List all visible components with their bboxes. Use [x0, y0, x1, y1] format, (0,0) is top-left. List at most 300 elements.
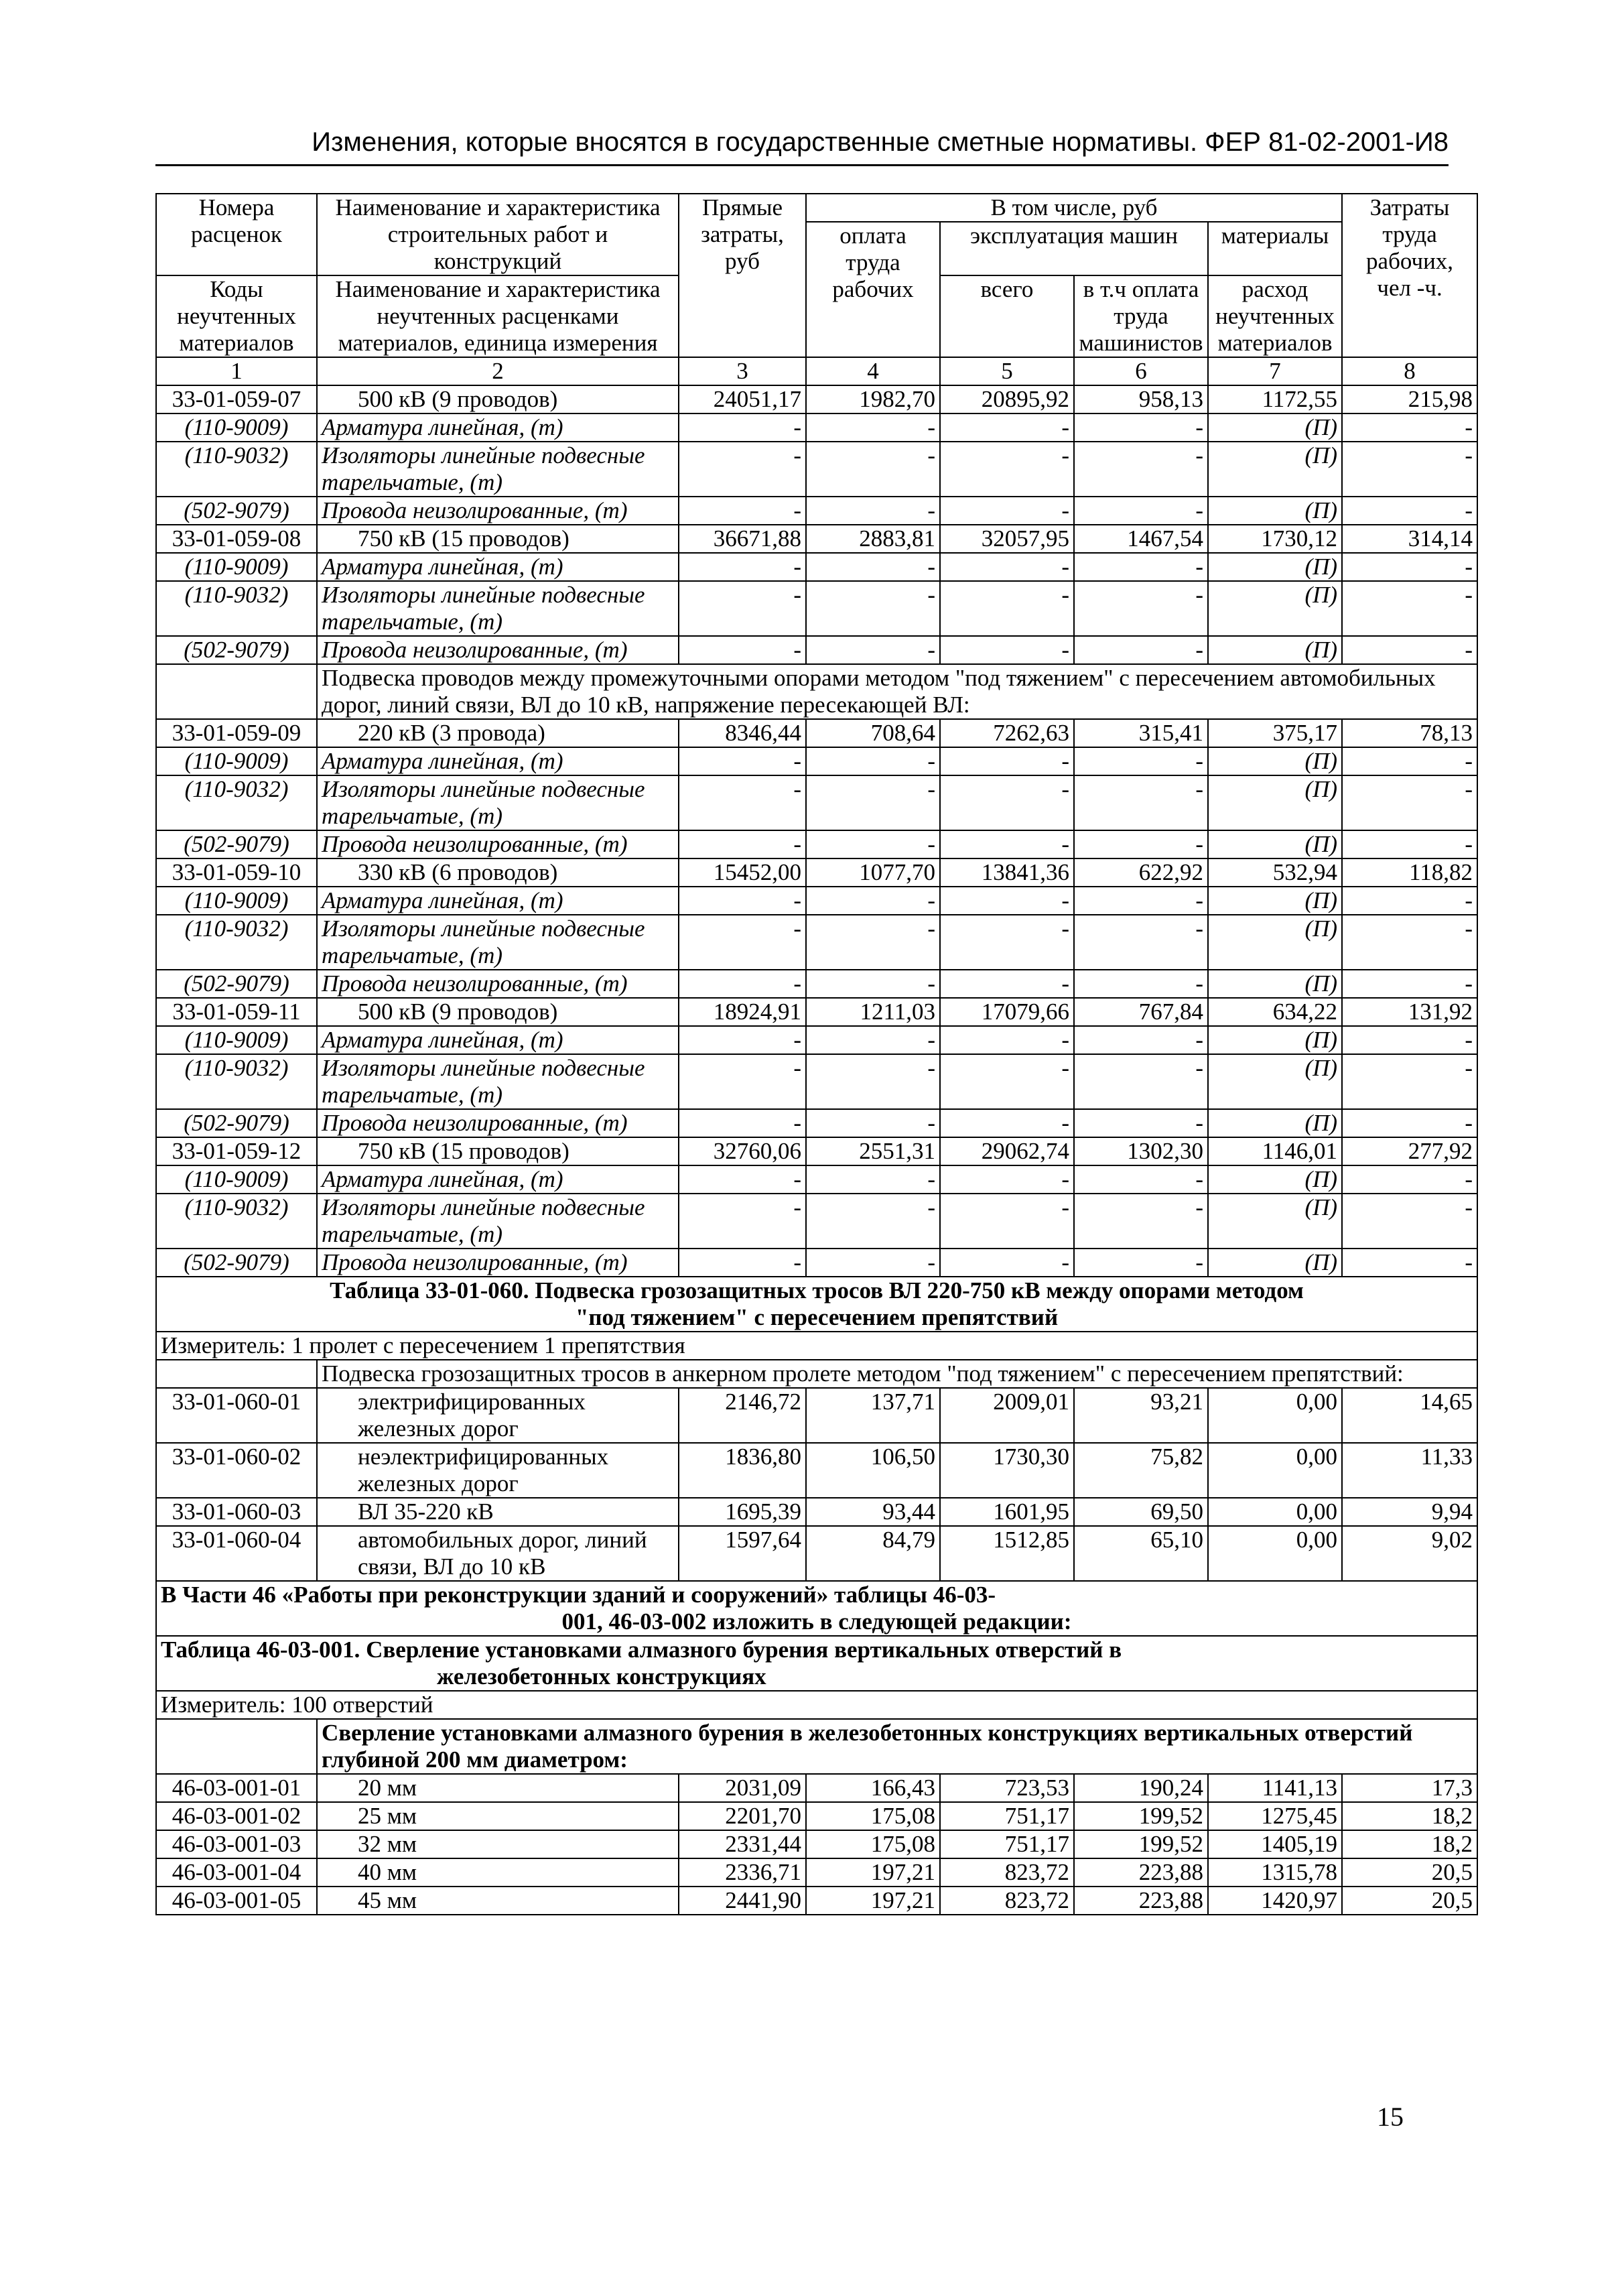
rate-code: (110-9032): [156, 1194, 317, 1249]
hdr-material-names: Наименование и характеристика неучтенных расценками материалов, единица измерения: [317, 275, 679, 357]
item-name-line: Арматура линейная, (т): [322, 1027, 563, 1053]
item-name-line: Провода неизолированные, (т): [322, 637, 628, 663]
table-body: [156, 194, 1477, 1915]
section-caption-text: Сверление установками алмазного бурения в железобетонных конструкциях вертикальных отверстий: [322, 1720, 1413, 1746]
value-cell: 175,08: [806, 1802, 940, 1830]
item-name-line: тарельчатые, (т): [322, 469, 503, 495]
value-cell: 0,00: [1208, 1388, 1342, 1443]
table-060-title-cell: [156, 1277, 1477, 1332]
value-cell: -: [1342, 1109, 1477, 1137]
hdr-rate-number: Номера расценок: [156, 194, 317, 275]
value-cell: -: [679, 970, 806, 998]
material-row: [156, 1165, 1477, 1194]
value-cell: 11,33: [1342, 1443, 1477, 1498]
value-cell: 197,21: [806, 1858, 940, 1887]
value-cell: -: [940, 497, 1074, 525]
table-46-title: [156, 1636, 1477, 1691]
value-cell: 223,88: [1074, 1858, 1208, 1887]
value-cell: -: [679, 830, 806, 858]
item-name: [317, 525, 679, 553]
value-cell: (П): [1208, 970, 1342, 998]
value-cell: -: [679, 915, 806, 970]
rate-code: (110-9009): [156, 413, 317, 442]
value-cell: 622,92: [1074, 858, 1208, 887]
rate-row: [156, 385, 1477, 413]
value-cell: -: [679, 887, 806, 915]
rate-code: (110-9009): [156, 1026, 317, 1054]
item-name-line: автомобильных дорог, линий: [358, 1527, 647, 1553]
value-cell: 20895,92: [940, 385, 1074, 413]
value-cell: 2336,71: [679, 1858, 806, 1887]
value-cell: -: [940, 553, 1074, 581]
value-cell: 166,43: [806, 1774, 940, 1802]
col-num: 2: [317, 357, 679, 385]
item-name-line: Изоляторы линейные подвесные: [322, 915, 645, 942]
value-cell: 32760,06: [679, 1137, 806, 1165]
value-cell: 18,2: [1342, 1802, 1477, 1830]
item-name-line: Провода неизолированные, (т): [322, 831, 628, 857]
value-cell: -: [806, 442, 940, 497]
value-cell: 137,71: [806, 1388, 940, 1443]
value-cell: 2201,70: [679, 1802, 806, 1830]
col-num: 1: [156, 357, 317, 385]
rate-row: [156, 1830, 1477, 1858]
value-cell: -: [1342, 442, 1477, 497]
value-cell: -: [1342, 887, 1477, 915]
rate-code: (502-9079): [156, 636, 317, 664]
item-name: [317, 1774, 679, 1802]
value-cell: -: [1074, 636, 1208, 664]
section-caption-text: глубиной 200 мм диаметром:: [322, 1746, 628, 1773]
material-row: [156, 636, 1477, 664]
rate-code: (110-9032): [156, 581, 317, 636]
value-cell: -: [940, 413, 1074, 442]
hdr-machines-total: всего: [940, 275, 1074, 357]
rate-code: (110-9032): [156, 1054, 317, 1109]
value-cell: 823,72: [940, 1858, 1074, 1887]
value-cell: -: [1074, 1109, 1208, 1137]
value-cell: -: [1074, 1194, 1208, 1249]
item-name: [317, 1109, 679, 1137]
table-46-measure: [156, 1691, 1477, 1719]
item-name-line: 45 мм: [358, 1887, 417, 1913]
value-cell: 18924,91: [679, 998, 806, 1026]
item-name: [317, 553, 679, 581]
hdr-materials-use: расход неучтенных материалов: [1208, 275, 1342, 357]
value-cell: 93,21: [1074, 1388, 1208, 1443]
hdr-work-name: Наименование и характеристика строительных работ и конструкций: [317, 194, 679, 275]
value-cell: (П): [1208, 636, 1342, 664]
table-060-measure-cell: [156, 1332, 1477, 1360]
value-cell: 15452,00: [679, 858, 806, 887]
item-name: [317, 998, 679, 1026]
item-name-line: тарельчатые, (т): [322, 1082, 503, 1108]
rate-code: (110-9032): [156, 915, 317, 970]
value-cell: -: [679, 1026, 806, 1054]
material-row: [156, 1026, 1477, 1054]
col-num: 8: [1342, 357, 1477, 385]
value-cell: -: [806, 1249, 940, 1277]
value-cell: 314,14: [1342, 525, 1477, 553]
value-cell: -: [940, 1054, 1074, 1109]
material-row: [156, 1109, 1477, 1137]
value-cell: 958,13: [1074, 385, 1208, 413]
measure-text: Измеритель: 100 отверстий: [161, 1692, 433, 1718]
table-title: Таблица 33-01-060. Подвеска грозозащитных тросов ВЛ 220-750 кВ между опорами методом: [330, 1277, 1304, 1303]
rate-code: 33-01-060-04: [156, 1526, 317, 1581]
value-cell: -: [1074, 970, 1208, 998]
value-cell: -: [1342, 830, 1477, 858]
value-cell: 0,00: [1208, 1443, 1342, 1498]
item-name: [317, 1026, 679, 1054]
item-name: [317, 887, 679, 915]
table-46-measure-cell: [156, 1691, 1477, 1719]
rate-code: 46-03-001-03: [156, 1830, 317, 1858]
section-caption: [317, 1719, 1477, 1774]
value-cell: 751,17: [940, 1802, 1074, 1830]
value-cell: -: [1342, 497, 1477, 525]
item-name: [317, 413, 679, 442]
item-name-line: железных дорог: [358, 1415, 519, 1442]
value-cell: -: [1074, 1026, 1208, 1054]
value-cell: (П): [1208, 497, 1342, 525]
item-name-line: 330 кВ (6 проводов): [358, 859, 558, 885]
value-cell: 1172,55: [1208, 385, 1342, 413]
value-cell: -: [940, 1249, 1074, 1277]
value-cell: 1836,80: [679, 1443, 806, 1498]
item-name-line: Арматура линейная, (т): [322, 414, 563, 440]
value-cell: 223,88: [1074, 1887, 1208, 1915]
document-body: [155, 193, 1477, 1915]
section-caption-text: Подвеска грозозащитных тросов в анкерном пролете методом "под тяжением" с пересечением препятствий:: [322, 1360, 1404, 1387]
value-cell: -: [1342, 1054, 1477, 1109]
value-cell: -: [679, 413, 806, 442]
table-060-measure: [156, 1332, 1477, 1360]
rate-code: (502-9079): [156, 970, 317, 998]
value-cell: -: [1342, 1249, 1477, 1277]
section-row: [156, 1719, 1477, 1774]
value-cell: 1077,70: [806, 858, 940, 887]
rate-code: 33-01-059-10: [156, 858, 317, 887]
value-cell: (П): [1208, 442, 1342, 497]
rate-code: 33-01-059-08: [156, 525, 317, 553]
value-cell: (П): [1208, 1026, 1342, 1054]
item-name: [317, 1887, 679, 1915]
value-cell: -: [1342, 1194, 1477, 1249]
item-name-line: 32 мм: [358, 1831, 417, 1857]
col-num: 4: [806, 357, 940, 385]
item-name: [317, 1054, 679, 1109]
value-cell: 2551,31: [806, 1137, 940, 1165]
item-name-line: 40 мм: [358, 1859, 417, 1885]
value-cell: 1146,01: [1208, 1137, 1342, 1165]
value-cell: 1730,12: [1208, 525, 1342, 553]
value-cell: (П): [1208, 413, 1342, 442]
col-num: 6: [1074, 357, 1208, 385]
item-name-line: Арматура линейная, (т): [322, 748, 563, 774]
value-cell: -: [940, 1109, 1074, 1137]
value-cell: 1597,64: [679, 1526, 806, 1581]
material-row: [156, 915, 1477, 970]
rate-code: (502-9079): [156, 1109, 317, 1137]
value-cell: 1211,03: [806, 998, 940, 1026]
material-row: [156, 970, 1477, 998]
value-cell: 2031,09: [679, 1774, 806, 1802]
rate-code: 33-01-059-12: [156, 1137, 317, 1165]
section-row: [156, 664, 1477, 719]
value-cell: 2146,72: [679, 1388, 806, 1443]
hdr-labor-cost: Затраты труда рабочих, чел -ч.: [1342, 194, 1477, 357]
rate-code: (110-9032): [156, 442, 317, 497]
value-cell: -: [679, 1109, 806, 1137]
value-cell: 1315,78: [1208, 1858, 1342, 1887]
rate-code: (110-9032): [156, 775, 317, 830]
table-060-title: [156, 1277, 1477, 1332]
item-name: [317, 1443, 679, 1498]
rate-code: (502-9079): [156, 1249, 317, 1277]
value-cell: 2883,81: [806, 525, 940, 553]
part-46-title: [156, 1581, 1477, 1636]
value-cell: 1512,85: [940, 1526, 1074, 1581]
item-name-line: электрифицированных: [358, 1389, 586, 1415]
value-cell: -: [1074, 442, 1208, 497]
value-cell: -: [806, 775, 940, 830]
value-cell: 17,3: [1342, 1774, 1477, 1802]
rate-code: 46-03-001-01: [156, 1774, 317, 1802]
value-cell: (П): [1208, 830, 1342, 858]
value-cell: 84,79: [806, 1526, 940, 1581]
item-name-line: тарельчатые, (т): [322, 942, 503, 968]
value-cell: 20,5: [1342, 1887, 1477, 1915]
value-cell: (П): [1208, 581, 1342, 636]
value-cell: 93,44: [806, 1498, 940, 1526]
material-row: [156, 413, 1477, 442]
value-cell: 708,64: [806, 719, 940, 747]
value-cell: 29062,74: [940, 1137, 1074, 1165]
item-name-line: ВЛ 35-220 кВ: [358, 1498, 494, 1525]
value-cell: -: [1074, 915, 1208, 970]
value-cell: -: [1074, 830, 1208, 858]
rate-row: [156, 1443, 1477, 1498]
value-cell: -: [679, 747, 806, 775]
section-row: [156, 1360, 1477, 1388]
item-name: [317, 858, 679, 887]
value-cell: 634,22: [1208, 998, 1342, 1026]
col-num: 3: [679, 357, 806, 385]
item-name-line: связи, ВЛ до 10 кВ: [358, 1553, 546, 1580]
value-cell: 24051,17: [679, 385, 806, 413]
rate-row: [156, 858, 1477, 887]
page-number: 15: [1377, 2102, 1404, 2132]
material-row: [156, 747, 1477, 775]
value-cell: -: [1342, 553, 1477, 581]
rate-code: 33-01-059-11: [156, 998, 317, 1026]
value-cell: 32057,95: [940, 525, 1074, 553]
col-num: 7: [1208, 357, 1342, 385]
section-caption: [317, 1360, 1477, 1388]
rate-code: (110-9009): [156, 553, 317, 581]
value-cell: 65,10: [1074, 1526, 1208, 1581]
value-cell: 75,82: [1074, 1443, 1208, 1498]
measure-text: Измеритель: 1 пролет с пересечением 1 препятствия: [161, 1332, 685, 1358]
value-cell: -: [940, 887, 1074, 915]
rate-row: [156, 719, 1477, 747]
value-cell: 199,52: [1074, 1802, 1208, 1830]
item-name: [317, 636, 679, 664]
value-cell: 13841,36: [940, 858, 1074, 887]
item-name: [317, 719, 679, 747]
rate-code: (502-9079): [156, 497, 317, 525]
value-cell: -: [806, 413, 940, 442]
rate-row: [156, 525, 1477, 553]
page-header: Изменения, которые вносятся в государственные сметные нормативы. ФЕР 81-02-2001-И8: [155, 127, 1449, 166]
value-cell: -: [806, 887, 940, 915]
value-cell: 1695,39: [679, 1498, 806, 1526]
part-title-line: 001, 46-03-002 изложить в следующей редакции:: [561, 1608, 1072, 1635]
value-cell: -: [940, 775, 1074, 830]
value-cell: 315,41: [1074, 719, 1208, 747]
item-name-line: Провода неизолированные, (т): [322, 970, 628, 997]
value-cell: -: [1074, 747, 1208, 775]
value-cell: 175,08: [806, 1830, 940, 1858]
value-cell: -: [679, 1165, 806, 1194]
hdr-including: В том числе, руб: [806, 194, 1342, 222]
item-name: [317, 1802, 679, 1830]
rate-code: (110-9009): [156, 887, 317, 915]
value-cell: -: [679, 1054, 806, 1109]
value-cell: 0,00: [1208, 1526, 1342, 1581]
value-cell: 9,02: [1342, 1526, 1477, 1581]
rate-row: [156, 1802, 1477, 1830]
item-name-line: 500 кВ (9 проводов): [358, 999, 558, 1025]
value-cell: -: [940, 1165, 1074, 1194]
value-cell: -: [679, 442, 806, 497]
value-cell: -: [679, 1194, 806, 1249]
value-cell: -: [1342, 1026, 1477, 1054]
value-cell: -: [940, 581, 1074, 636]
value-cell: 199,52: [1074, 1830, 1208, 1858]
value-cell: 106,50: [806, 1443, 940, 1498]
value-cell: -: [940, 636, 1074, 664]
value-cell: -: [940, 830, 1074, 858]
item-name-line: Изоляторы линейные подвесные: [322, 442, 645, 468]
value-cell: (П): [1208, 1054, 1342, 1109]
value-cell: (П): [1208, 1194, 1342, 1249]
item-name-line: железных дорог: [358, 1470, 519, 1496]
section-spacer: [156, 664, 317, 719]
value-cell: 277,92: [1342, 1137, 1477, 1165]
value-cell: 823,72: [940, 1887, 1074, 1915]
section-caption: [317, 664, 1477, 719]
item-name: [317, 497, 679, 525]
value-cell: -: [679, 553, 806, 581]
value-cell: -: [1074, 497, 1208, 525]
value-cell: -: [1342, 1165, 1477, 1194]
item-name-line: тарельчатые, (т): [322, 609, 503, 635]
hdr-direct-costs: Прямые затраты, руб: [679, 194, 806, 357]
value-cell: 723,53: [940, 1774, 1074, 1802]
value-cell: 0,00: [1208, 1498, 1342, 1526]
hdr-machines-labor: в т.ч оплата труда машинистов: [1074, 275, 1208, 357]
table-title: Таблица 46-03-001. Сверление установками алмазного бурения вертикальных отверстий в: [161, 1637, 1122, 1663]
rate-row: [156, 1498, 1477, 1526]
rate-row: [156, 1887, 1477, 1915]
value-cell: -: [1342, 775, 1477, 830]
rate-row: [156, 1388, 1477, 1443]
item-name: [317, 775, 679, 830]
value-cell: -: [806, 581, 940, 636]
value-cell: (П): [1208, 1249, 1342, 1277]
value-cell: 1275,45: [1208, 1802, 1342, 1830]
value-cell: -: [940, 1194, 1074, 1249]
value-cell: -: [806, 830, 940, 858]
rate-code: 33-01-060-03: [156, 1498, 317, 1526]
material-row: [156, 442, 1477, 497]
item-name: [317, 915, 679, 970]
item-name-line: тарельчатые, (т): [322, 803, 503, 829]
item-name: [317, 970, 679, 998]
material-row: [156, 1249, 1477, 1277]
value-cell: 36671,88: [679, 525, 806, 553]
material-row: [156, 1194, 1477, 1249]
item-name-line: тарельчатые, (т): [322, 1221, 503, 1247]
value-cell: 131,92: [1342, 998, 1477, 1026]
value-cell: 1141,13: [1208, 1774, 1342, 1802]
value-cell: -: [679, 497, 806, 525]
value-cell: 1982,70: [806, 385, 940, 413]
value-cell: -: [940, 915, 1074, 970]
rate-code: (502-9079): [156, 830, 317, 858]
item-name: [317, 1498, 679, 1526]
value-cell: -: [1074, 1249, 1208, 1277]
hdr-materials: материалы: [1208, 222, 1342, 275]
value-cell: -: [679, 1249, 806, 1277]
value-cell: 1730,30: [940, 1443, 1074, 1498]
value-cell: -: [1074, 1165, 1208, 1194]
section-spacer: [156, 1719, 317, 1774]
value-cell: -: [1342, 970, 1477, 998]
value-cell: 1405,19: [1208, 1830, 1342, 1858]
value-cell: -: [1074, 553, 1208, 581]
item-name-line: Провода неизолированные, (т): [322, 1110, 628, 1136]
value-cell: 215,98: [1342, 385, 1477, 413]
section-caption-text: Подвеска проводов между промежуточными опорами методом "под тяжением" с пересечением автомобильных дорог, линий связи, ВЛ до 10 кВ, напряжение пересекающей ВЛ:: [322, 665, 1436, 718]
header-row-1: [156, 194, 1477, 222]
value-cell: -: [1342, 581, 1477, 636]
value-cell: -: [940, 442, 1074, 497]
part-title-line: В Части 46 «Работы при реконструкции зданий и сооружений» таблицы 46-03-: [161, 1582, 996, 1608]
value-cell: 197,21: [806, 1887, 940, 1915]
item-name-line: 500 кВ (9 проводов): [358, 386, 558, 412]
item-name-line: 750 кВ (15 проводов): [358, 1138, 569, 1164]
value-cell: -: [940, 970, 1074, 998]
value-cell: -: [940, 1026, 1074, 1054]
item-name-line: неэлектрифицированных: [358, 1444, 609, 1470]
value-cell: 375,17: [1208, 719, 1342, 747]
material-row: [156, 1054, 1477, 1109]
value-cell: -: [679, 581, 806, 636]
item-name: [317, 1830, 679, 1858]
item-name-line: Арматура линейная, (т): [322, 554, 563, 580]
value-cell: -: [1342, 636, 1477, 664]
col-num: 5: [940, 357, 1074, 385]
rate-row: [156, 1137, 1477, 1165]
item-name: [317, 385, 679, 413]
rate-code: 33-01-060-02: [156, 1443, 317, 1498]
value-cell: 1420,97: [1208, 1887, 1342, 1915]
item-name-line: Изоляторы линейные подвесные: [322, 582, 645, 608]
value-cell: -: [1342, 413, 1477, 442]
